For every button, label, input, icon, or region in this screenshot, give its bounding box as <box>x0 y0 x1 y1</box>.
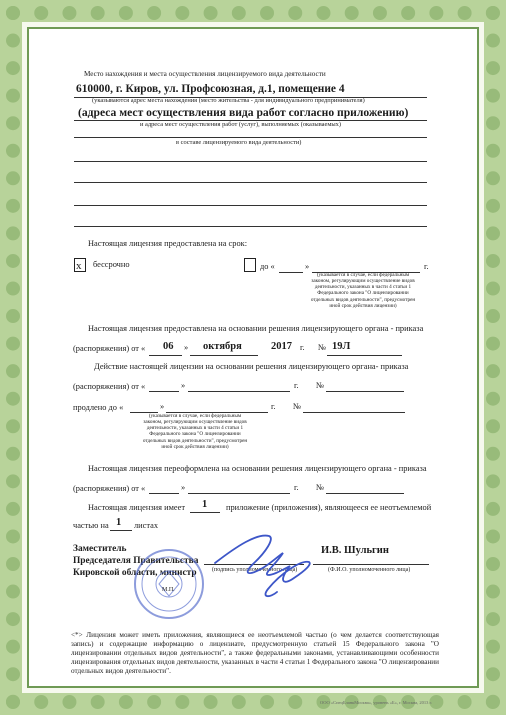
blank-line-1 <box>74 161 427 162</box>
reissue-close-quote: » <box>181 483 186 492</box>
seal-label: М.П. <box>162 587 175 593</box>
reissue-year-suffix: г. <box>294 483 299 492</box>
extension-number-line <box>326 391 404 392</box>
decision-text: Настоящая лицензия предоставлена на основании решения лицензирующего органа - приказа <box>88 324 424 333</box>
extended-number-label: № <box>293 402 301 411</box>
blank-line-3 <box>74 205 427 206</box>
decision-number: 19Л <box>332 341 351 352</box>
signatory-position-1: Заместитель <box>73 544 127 554</box>
official-seal-icon <box>135 550 203 618</box>
unlimited-label: бессрочно <box>93 260 130 269</box>
handwritten-signature-icon <box>215 536 310 597</box>
decision-close-quote: » <box>184 343 189 352</box>
footnote: <*> Лицензия может иметь приложения, являющиеся ее неотъемлемой частью (о чем делается соответствующая запись) и содержащие информацию о лицензиате, предусмотренную статьей 15 Федерального закона "О лицензировании отдельных видов деятельности", а также федеральными законами, устанавливающими особенности лицензирования отдельных видов деятельности, указанных в части 4 статьи 1 Федерального закона "О лицензировании отдельных видов деятельности". <box>71 631 439 675</box>
extension-day-line <box>149 391 179 392</box>
name-caption: (Ф.И.О. уполномоченного лица) <box>328 567 411 573</box>
works-line <box>74 137 427 138</box>
reissue-month-line <box>188 493 290 494</box>
until-prefix: до « <box>260 262 275 271</box>
print-footer: ООО «СпецБланкМосква», уровень «Б», г. Москва, 2013 г. <box>320 700 432 705</box>
decision-day: 06 <box>163 341 174 352</box>
appendix-prefix: Настоящая лицензия имеет <box>88 503 185 512</box>
extended-number-line <box>303 412 405 413</box>
signatory-position-3: Кировской области, министр <box>73 568 197 578</box>
decision-month: октября <box>203 341 242 352</box>
additional-addresses: (адреса мест осуществления вида работ согласно приложению) <box>78 106 409 119</box>
activity-place-label: Место нахождения и места осуществления лицензируемого вида деятельности <box>84 70 326 78</box>
unlimited-checkmark: х <box>76 260 82 272</box>
signatory-position-2: Председателя Правительства <box>73 556 199 566</box>
extended-year-suffix: г. <box>271 402 276 411</box>
reissue-number-label: № <box>316 483 324 492</box>
term-label: Настоящая лицензия предоставлена на срок: <box>88 239 248 248</box>
signature-caption: (подпись уполномоченного лица) <box>212 567 298 573</box>
decision-number-line <box>327 355 402 356</box>
extension-year-suffix: г. <box>294 381 299 390</box>
reissue-number-line <box>326 493 404 494</box>
decision-day-line <box>149 355 182 356</box>
until-note: (указывается в случае, если федеральным законом, регулирующим осуществление видов деятельности, указанных в части 4 статьи 1 Федерального закона "О лицензировании отдельных видов деятельности", предусмотрен иной срок действия лицензии) <box>310 272 416 309</box>
decision-year: 2017 <box>271 341 292 352</box>
decision-month-line <box>190 355 258 356</box>
license-address: 610000, г. Киров, ул. Профсоюзная, д.1, помещение 4 <box>76 83 345 95</box>
reissue-order-prefix: (распоряжения) от « <box>73 484 146 493</box>
appendix-part-label: частью на <box>73 521 109 530</box>
seal-and-signature <box>87 526 397 620</box>
extended-note: (указывается в случае, если федеральным законом, регулирующим осуществление видов деятельности, указанных в части 4 статьи 1 Федерального закона "О лицензировании отдельных видов деятельности", предусмотрен иной срок действия лицензии) <box>142 413 248 450</box>
until-year-suffix: г. <box>424 262 429 271</box>
decision-year-suffix: г. <box>300 343 305 352</box>
blank-line-4 <box>74 226 427 227</box>
appendix-sheets-suffix: листах <box>134 521 159 530</box>
until-checkbox[interactable] <box>244 258 256 272</box>
appendix-sheets: 1 <box>116 517 122 528</box>
appendix-suffix: приложение (приложения), являющееся ее неотъемлемой <box>226 503 432 512</box>
extension-month-line <box>188 391 290 392</box>
until-close-quote: » <box>305 262 310 271</box>
decision-order-prefix: (распоряжения) от « <box>73 344 146 353</box>
unlimited-checkbox[interactable] <box>74 258 86 272</box>
address-note: (указываются адрес места нахождения (место жительства - для индивидуального предпринимателя) <box>92 97 365 104</box>
blank-line-2 <box>74 182 427 183</box>
within-activity-note: в составе лицензируемого вида деятельности) <box>176 139 302 146</box>
reissue-day-line <box>149 493 179 494</box>
extension-text: Действие настоящей лицензии на основании решения лицензирующего органа- приказа <box>94 362 409 371</box>
extension-close-quote: » <box>181 381 186 390</box>
decision-number-label: № <box>318 343 326 352</box>
appendix-count: 1 <box>202 499 208 510</box>
extended-close-quote: » <box>160 402 165 411</box>
reissue-text: Настоящая лицензия переоформлена на основании решения лицензирующего органа - приказа <box>88 464 427 473</box>
extension-number-label: № <box>316 381 324 390</box>
extension-order-prefix: (распоряжения) от « <box>73 382 146 391</box>
appendix-count-line <box>190 512 220 513</box>
signatory-name: И.В. Шульгин <box>321 545 389 556</box>
works-note: и адреса мест осуществления работ (услуг), выполняемых (оказываемых) <box>140 121 341 128</box>
extended-prefix: продлено до « <box>73 403 124 412</box>
until-day-line <box>279 272 303 273</box>
